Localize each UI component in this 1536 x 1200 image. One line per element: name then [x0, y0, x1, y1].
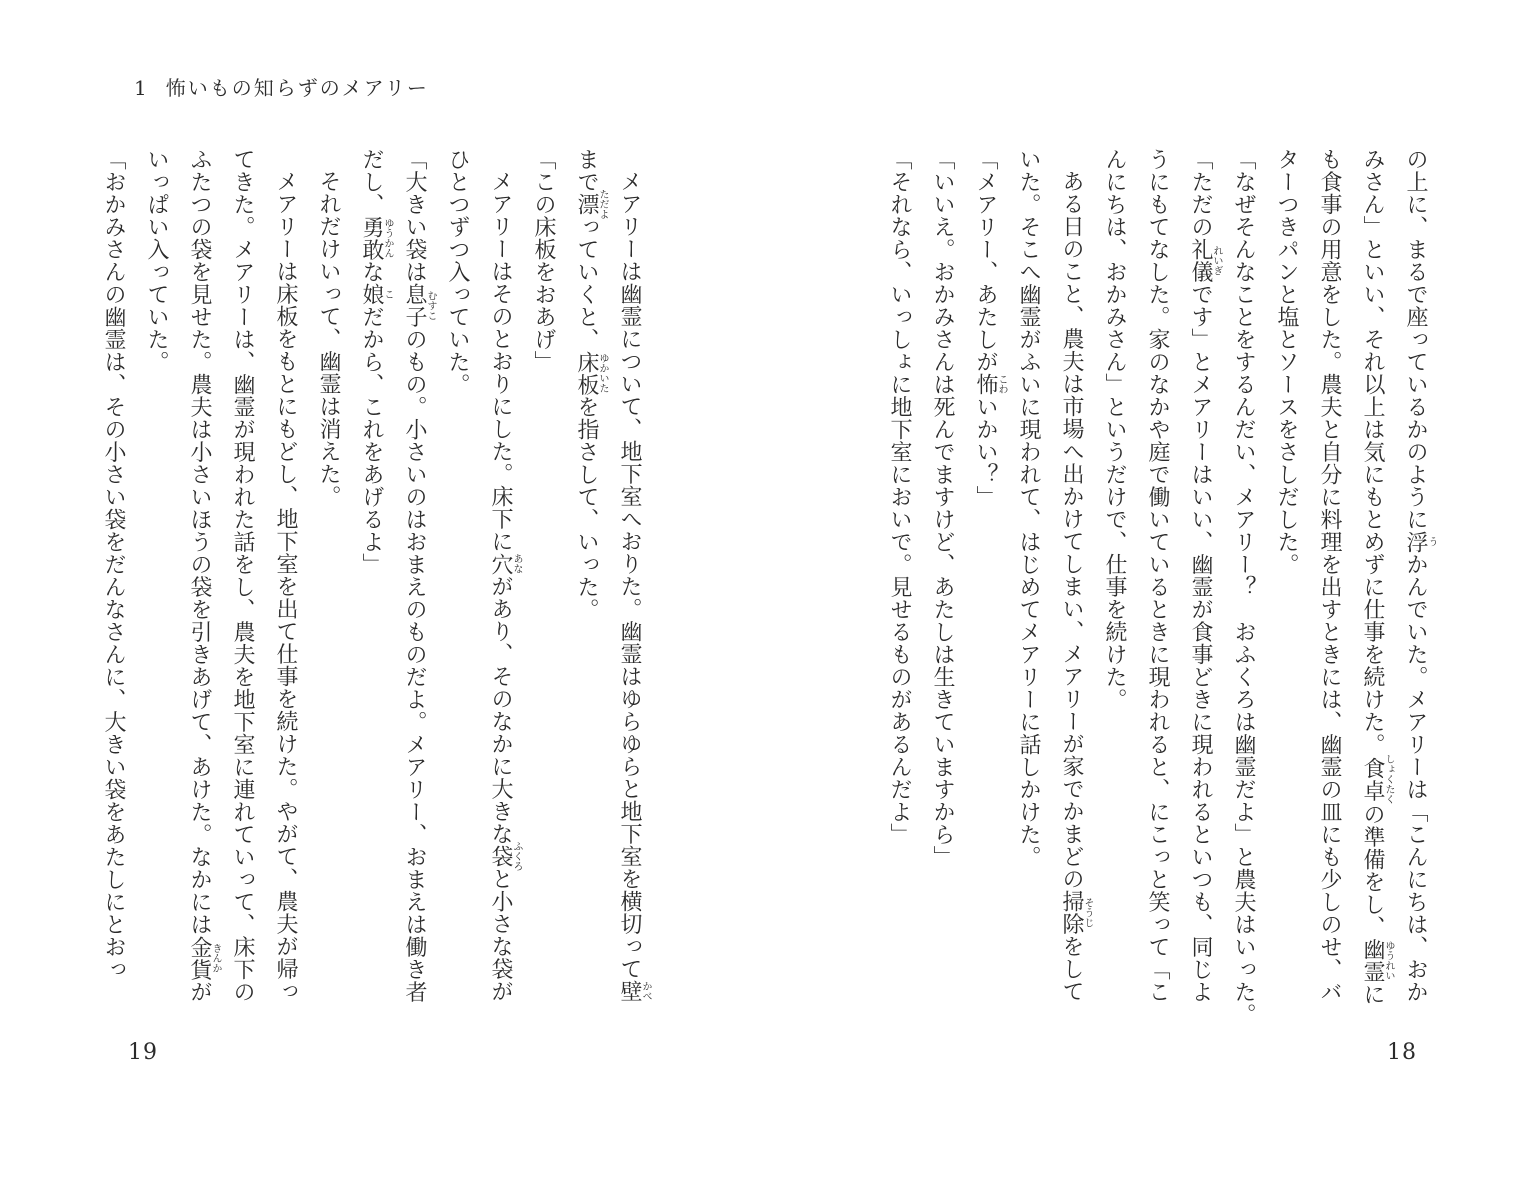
text-line: みさん」といい、それ以上は気にもとめずに仕事を続けた。食卓しょくたくの準備をし、幽霊ゆうれいに: [1360, 148, 1394, 1006]
ruby-annotated-word: 穴あな: [488, 552, 522, 575]
text-line: メアリーは床板をもとにもどし、地下室を出て仕事を続けた。やがて、農夫が帰っ: [273, 170, 298, 1003]
text-line: 「ただの礼儀れいぎです」とメアリーはいい、幽霊が食事どきに現われるといつも、同じよ: [1188, 148, 1222, 1003]
text-line: うにもてなした。家のなかや庭で働いているときに現われると、にこっと笑って「こ: [1145, 148, 1170, 1003]
text-line: の上に、まるで座っているかのように浮うかんでいた。メアリーは「こんにちは、おか: [1403, 148, 1437, 1003]
text-line: 「それなら、いっしょに地下室においで。見せるものがあるんだよ」: [887, 148, 912, 846]
ruby-annotated-word: 袋ふくろ: [488, 841, 522, 872]
chapter-title: 怖いもの知らずのメアリー: [165, 76, 429, 100]
text-line: 「いいえ。おかみさんは死んでますけど、あたしは生きていますから」: [930, 148, 955, 868]
ruby-annotated-word: 浮う: [1403, 530, 1437, 553]
text-line: んにちは、おかみさん」というだけで、仕事を続けた。: [1102, 148, 1127, 711]
text-line: いっぱい入っていた。: [144, 148, 169, 373]
text-line: いた。そこへ幽霊がふいに現われて、はじめてメアリーに話しかけた。: [1016, 148, 1041, 868]
text-line: 「大きい袋は息子むすこのもの。小さいのはおまえのものだよ。メアリー、おまえは働き者: [402, 148, 436, 1003]
ruby-annotated-word: 怖こわ: [973, 373, 1007, 396]
ruby-annotated-word: 息子むすこ: [402, 283, 436, 328]
ruby-annotated-word: 漂ただよ: [574, 189, 608, 220]
text-line: それだけいって、幽霊は消えた。: [316, 170, 341, 508]
text-line: メアリーはそのとおりにした。床下に穴あながあり、そのなかに大きな袋ふくろと小さな袋が: [488, 170, 522, 1003]
text-line: ふたつの袋を見せた。農夫は小さいほうの袋を引きあげて、あけた。なかには金貨きんかが: [187, 148, 221, 1003]
text-line: 「なぜそんなことをするんだい、メアリー？ おふくろは幽霊だよ」と農夫はいった。: [1231, 148, 1256, 1026]
text-line: 「この床板をおあげ」: [531, 148, 556, 373]
text-line: 「メアリー、あたしが怖こわいかい？」: [973, 148, 1007, 508]
ruby-annotated-word: 娘こ: [359, 283, 393, 306]
page-number-right: 18: [1387, 1040, 1417, 1065]
text-line: も食事の用意をした。農夫と自分に料理を出すときには、幽霊の皿にも少しのせ、バ: [1317, 148, 1342, 1003]
text-line: てきた。メアリーは、幽霊が現われた話をし、農夫を地下室に連れていって、床下の: [230, 148, 255, 1003]
text-line: ひとつずつ入っていた。: [445, 148, 470, 396]
page-number-left: 19: [128, 1040, 158, 1065]
text-line: ターつきパンと塩とソースをさしだした。: [1274, 148, 1299, 576]
ruby-annotated-word: 床板ゆかいた: [574, 350, 608, 396]
text-line: まで漂ただよっていくと、床板ゆかいたを指さして、いった。: [574, 148, 608, 621]
left-page-text-block: [92, 148, 651, 1028]
ruby-annotated-word: 掃除そうじ: [1059, 890, 1093, 935]
ruby-annotated-word: 礼儀れいぎ: [1188, 238, 1222, 283]
ruby-annotated-word: 金貨きんか: [187, 935, 221, 981]
ruby-annotated-word: 幽霊ゆうれい: [1360, 938, 1394, 983]
ruby-annotated-word: 食卓しょくたく: [1360, 754, 1394, 805]
ruby-annotated-word: 壁かべ: [617, 980, 651, 1003]
right-page-text-block: [878, 148, 1437, 1028]
text-line: メアリーは幽霊について、地下室へおりた。幽霊はゆらゆらと地下室を横切って壁かべ: [617, 170, 651, 1003]
text-line: だし、勇敢ゆうかんな娘こだから、これをあげるよ」: [359, 148, 393, 576]
ruby-annotated-word: 勇敢ゆうかん: [359, 215, 393, 261]
chapter-number: 1: [134, 76, 149, 100]
text-line: ある日のこと、農夫は市場へ出かけてしまい、メアリーが家でかまどの掃除そうじをして: [1059, 170, 1093, 1003]
text-line: 「おかみさんの幽霊は、その小さい袋をだんなさんに、大きい袋をあたしにとおっ: [101, 148, 126, 981]
running-header: [134, 72, 429, 101]
